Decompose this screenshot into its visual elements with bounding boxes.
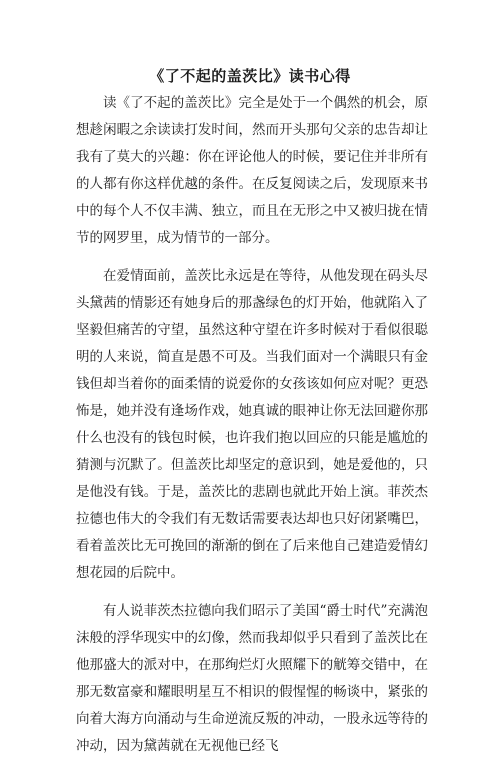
paragraph-1: 读《了不起的盖茨比》完全是处于一个偶然的机会，原想趁闲暇之余读读打发时间，然而开头那句父亲的忠告却让我有了莫大的兴趣：你在评论他人的时候，要记住并非所有的人都有你这样优越的条件。在反复阅读之后，发现原来书中的每个人不仅丰满、独立，而且在无形之中又被归拢在情节的网罗里，成为情节的一部分。 bbox=[76, 95, 428, 246]
paragraph-gap bbox=[76, 252, 428, 263]
paragraph-gap bbox=[76, 587, 428, 598]
document-title: 《了不起的盖茨比》读书心得 bbox=[149, 67, 351, 85]
document-body bbox=[76, 90, 428, 760]
paragraph-2: 在爱情面前，盖茨比永远是在等待，从他发现在码头尽头黛茜的情影还有她身后的那盏绿色的灯开始，他就陷入了坚毅但痛苦的守望，虽然这种守望在许多时候对于看似很聪明的人来说，简直是愚不可及。当我们面对一个满眼只有金钱但却当着你的面柔情的说爱你的女孩该如何应对呢？更恐怖是，她并没有逢场作戏，她真诚的眼神让你无法回避你那什么也没有的钱包时候，也许我们抱以回应的只能是尴尬的猜测与沉默了。但盖茨比却坚定的意识到，她是爱他的，只是他没有钱。于是，盖茨比的悲剧也就此开始上演。菲茨杰拉德也伟大的令我们有无数话需要表达却也只好闭紧嘴巴，看着盖茨比无可挽回的渐渐的倒在了后来他自己建造爱情幻想花园的后院中。 bbox=[76, 268, 428, 581]
paragraph-3: 有人说菲茨杰拉德向我们昭示了美国“爵士时代”充满泡沫般的浮华现实中的幻像，然而我却似乎只看到了盖茨比在他那盛大的派对中，在那绚烂灯火照耀下的觥筹交错中，在那无数富豪和耀眼明星互不相识的假惺惺的畅谈中，紧张的向着大海方向涌动与生命逆流反叛的冲动，一股永远等待的冲动，因为黛茜就在无视他已经飞 bbox=[76, 603, 428, 754]
